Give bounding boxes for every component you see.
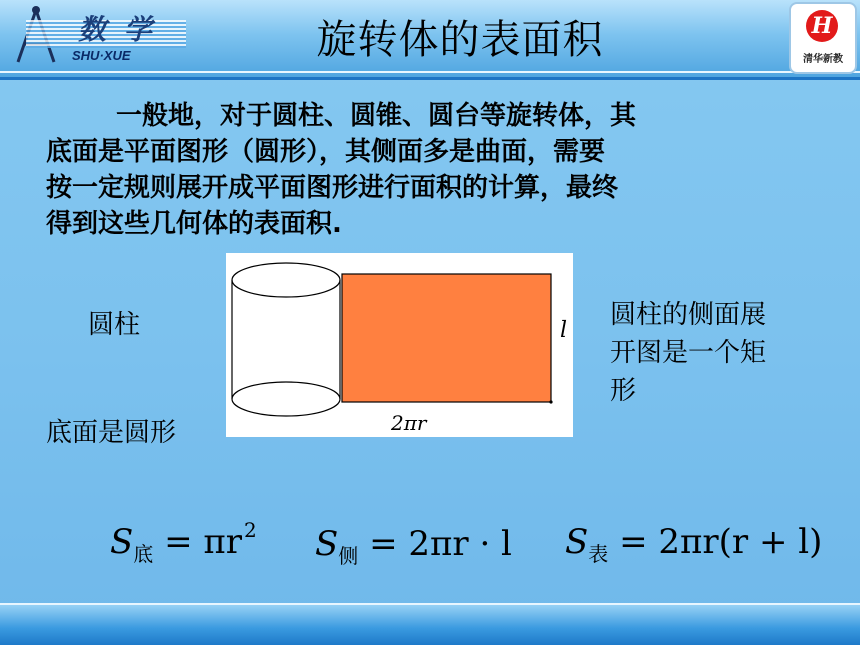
width-label: 2πr (391, 411, 427, 435)
math-logo (6, 4, 186, 68)
corner-dot (549, 400, 552, 403)
cylinder-bottom-front (232, 399, 340, 416)
cylinder-top (232, 263, 340, 297)
publisher-badge (789, 2, 857, 74)
height-label: l (560, 318, 568, 343)
footer-bar (0, 603, 860, 645)
paragraph-line: 按一定规则展开成平面图形进行面积的计算，最终 (46, 173, 619, 203)
page-title: 旋转体的表面积 (316, 17, 604, 63)
base-label: 底面是圆形 (46, 418, 177, 448)
formula-lateral-area: $S_侧 = 2\pi r \cdot l$ (315, 524, 512, 568)
header-divider (0, 71, 860, 73)
logo-subtext: SHU·XUE (72, 48, 131, 63)
cylinder-diagram (226, 253, 573, 437)
formula-base-area: $S_底 = \pi r$ $^2$ (110, 518, 257, 566)
paragraph-line: 底面是平面图形（圆形），其侧面多是曲面，需要 (46, 137, 606, 167)
intro-paragraph (46, 98, 796, 242)
lateral-note (610, 296, 820, 410)
badge-letter: H (811, 13, 833, 39)
logo-text: 数 学 (78, 13, 156, 46)
lateral-rectangle (342, 274, 551, 402)
formula-total-area: $S_表 = 2\pi r(r + l)$ (565, 522, 823, 566)
paragraph-line: 得到这些几何体的表面积. (46, 209, 342, 239)
cylinder-figure (226, 253, 573, 437)
badge-caption: 清华新教 (803, 54, 843, 65)
note-line: 开图是一个矩 (610, 338, 767, 368)
note-line: 圆柱的侧面展 (610, 300, 767, 330)
note-line: 形 (610, 376, 637, 406)
paragraph-line: 一般地，对于圆柱、圆锥、圆台等旋转体，其 (116, 101, 637, 131)
cylinder-bottom-back (232, 382, 340, 399)
header-bar (0, 0, 860, 80)
cylinder-label: 圆柱 (88, 310, 141, 340)
footer-divider (0, 603, 860, 605)
